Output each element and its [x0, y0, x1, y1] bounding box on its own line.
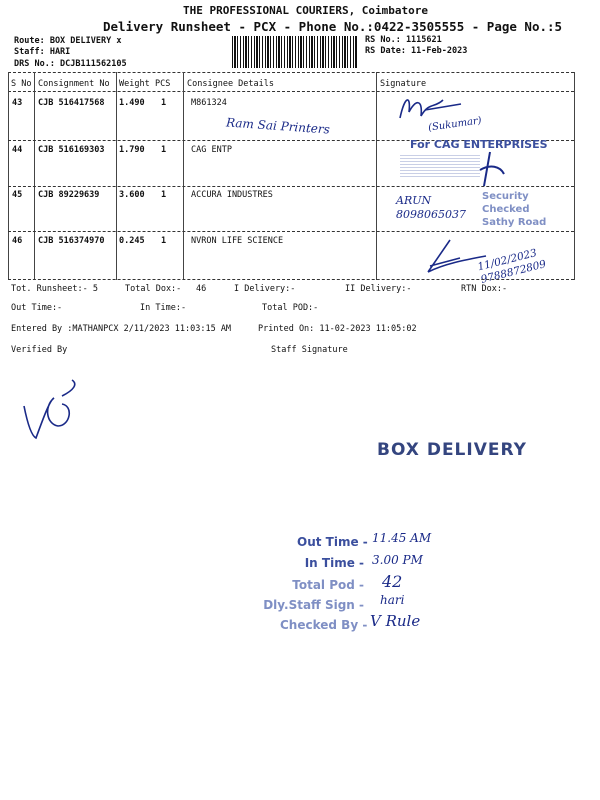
row-divider	[8, 231, 574, 232]
out-time-label: Out Time:-	[11, 303, 63, 313]
signature-scribble	[470, 150, 510, 190]
col-header-pcs: PCS	[155, 79, 171, 89]
row-consignee: M861324	[191, 98, 227, 108]
barcode	[232, 36, 358, 68]
drs-number: DRS No.: DCJB111562105	[14, 59, 127, 69]
stamp-checked-by-label: Checked By -	[280, 618, 368, 632]
row-pcs: 1	[161, 236, 167, 246]
stamp-staff-sign-value: hari	[380, 593, 405, 607]
row-consignment: CJB 516417568	[38, 98, 105, 108]
total-runsheet: Tot. Runsheet:- 5	[11, 284, 98, 294]
signature-note: (Sukumar)	[427, 115, 483, 134]
verified-by-label: Verified By	[11, 345, 68, 355]
staff-label: Staff: HARI	[14, 47, 71, 57]
row-weight: 0.245	[119, 236, 145, 246]
row-consignment: CJB 516374970	[38, 236, 105, 246]
stamp-out-time-label: Out Time -	[297, 535, 368, 549]
col-header-consignment: Consignment No	[38, 79, 110, 89]
row-weight: 1.790	[119, 145, 145, 155]
total-dox-value: 46	[196, 284, 207, 294]
row-consignment: CJB 516169303	[38, 145, 105, 155]
row-sno: 43	[12, 98, 23, 108]
stamp-checked-by-value: V Rule	[370, 612, 421, 630]
stamp-out-time-value: 11.45 AM	[372, 531, 432, 545]
table-top-rule	[8, 72, 574, 73]
security-stamp: Security Checked Sathy Road	[482, 191, 547, 228]
signature-note: 11/02/2023 9788872809	[476, 247, 548, 286]
table-border-left	[8, 72, 9, 280]
rs-number: RS No.: 1115621	[365, 35, 442, 45]
box-delivery-stamp: BOX DELIVERY	[377, 440, 527, 460]
row-consignee: CAG ENTP	[191, 145, 232, 155]
row-consignment: CJB 89229639	[38, 190, 100, 200]
row-divider	[8, 186, 574, 187]
stamp-in-time-value: 3.00 PM	[372, 553, 423, 567]
col-divider	[183, 72, 184, 280]
stamp-in-time-label: In Time -	[304, 556, 364, 570]
col-divider	[116, 72, 117, 280]
staff-signature-label: Staff Signature	[271, 345, 348, 355]
col-header-weight: Weight	[119, 79, 150, 89]
total-pod-label: Total POD:-	[262, 303, 319, 313]
rs-date: RS Date: 11-Feb-2023	[365, 46, 468, 56]
runsheet-title: Delivery Runsheet - PCX - Phone No.:0422-3505555 - Page No.:5	[103, 19, 563, 34]
stamp-total-pod-label: Total Pod -	[292, 578, 364, 592]
row-weight: 1.490	[119, 98, 145, 108]
stamp-total-pod-value: 42	[382, 572, 403, 591]
row-consignee: ACCURA INDUSTRES	[191, 190, 273, 200]
stamp-staff-sign-label: Dly.Staff Sign -	[263, 598, 364, 612]
ii-delivery: II Delivery:-	[345, 284, 412, 294]
route-label: Route: BOX DELIVERY x	[14, 36, 122, 46]
in-time-label: In Time:-	[140, 303, 187, 313]
row-sno: 46	[12, 236, 23, 246]
row-sno: 45	[12, 190, 23, 200]
company-stamp: For CAG ENTERPRISES	[410, 138, 548, 151]
col-divider	[34, 72, 35, 280]
i-delivery: I Delivery:-	[234, 284, 296, 294]
col-header-sno: S No	[11, 79, 32, 89]
company-line: THE PROFESSIONAL COURIERS, Coimbatore	[183, 4, 429, 17]
col-header-consignee: Consignee Details	[187, 79, 274, 89]
total-dox-label: Total Dox:-	[125, 284, 182, 294]
row-pcs: 1	[161, 145, 167, 155]
row-pcs: 1	[161, 98, 167, 108]
handwritten-consignee-note: Ram Sai Printers	[225, 115, 331, 137]
stamp-smudge	[400, 155, 480, 177]
col-header-signature: Signature	[380, 79, 427, 89]
verifier-signature	[14, 376, 84, 446]
printed-on: Printed On: 11-02-2023 11:05:02	[258, 324, 417, 334]
row-weight: 3.600	[119, 190, 145, 200]
entered-by: Entered By :MATHANPCX 2/11/2023 11:03:15 AM	[11, 324, 232, 334]
rtn-dox: RTN Dox:-	[461, 284, 508, 294]
row-sno: 44	[12, 145, 23, 155]
signature-note: ARUN 8098065037	[396, 194, 466, 221]
row-pcs: 1	[161, 190, 167, 200]
col-divider	[376, 72, 377, 280]
table-bottom-rule	[8, 279, 574, 280]
row-consignee: NVRON LIFE SCIENCE	[191, 236, 284, 246]
